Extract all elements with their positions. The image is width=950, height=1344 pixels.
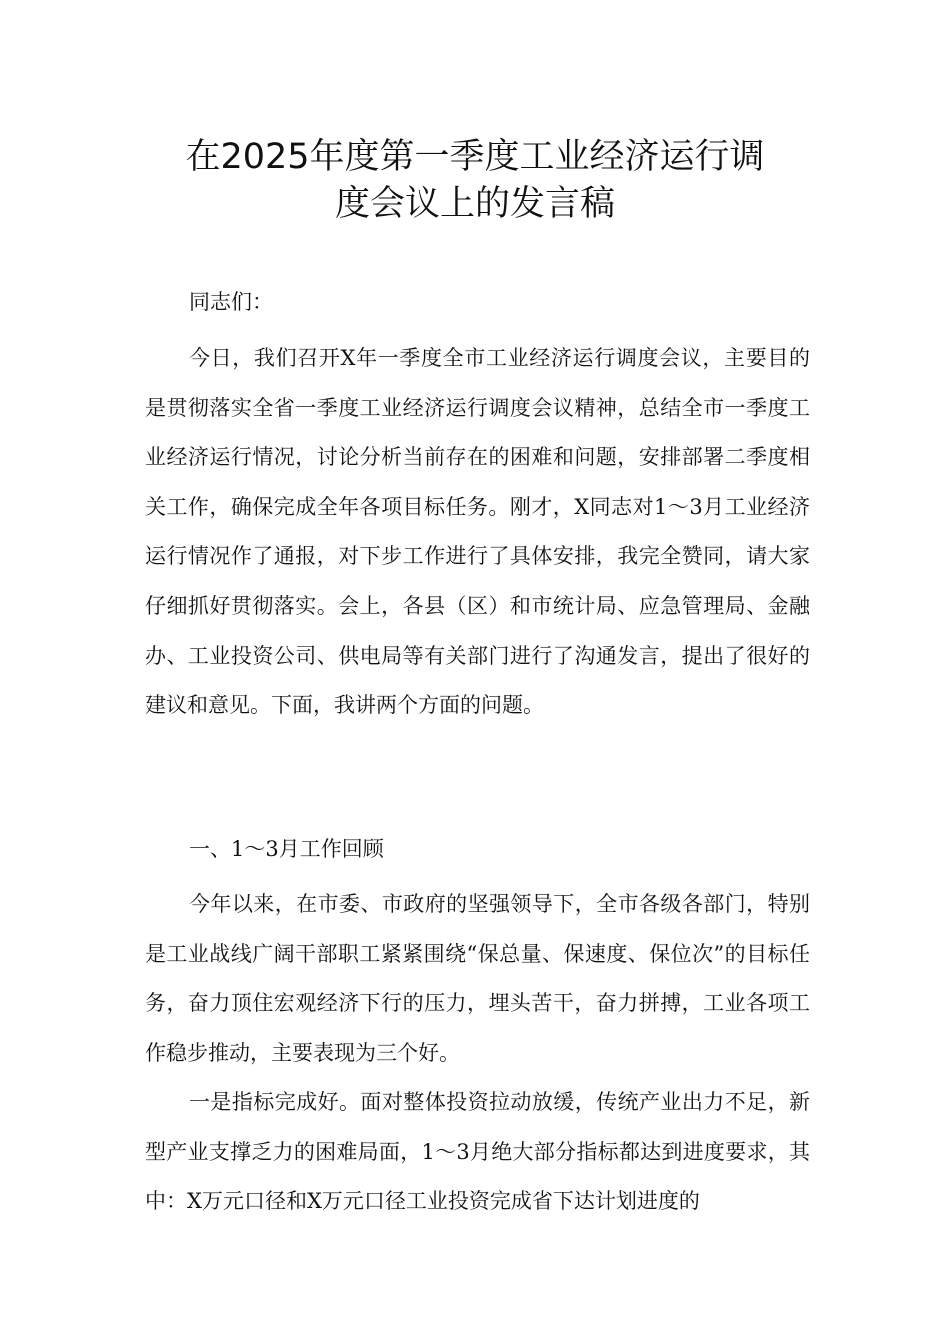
paragraph-indicators: 一是指标完成好。面对整体投资拉动放缓，传统产业出力不足，新型产业支撑乏力的困难局面，1～3月绝大部分指标都达到进度要求，其中：X万元口径和X万元口径工业投资完成省下达计划进度的 [145, 1090, 810, 1214]
paragraph-review-summary: 今年以来，在市委、市政府的坚强领导下，全市各级各部门，特别是工业战线广阔干部职工紧紧围绕“保总量、保速度、保位次”的目标任务，奋力顶住宏观经济下行的压力，埋头苦干，奋力拼搏，工业各项工作稳步推动，主要表现为三个好。 [145, 892, 810, 1065]
salutation: 同志们： [189, 290, 273, 314]
section-heading-review: 一、1～3月工作回顾 [189, 837, 384, 861]
document-title-line-2: 度会议上的发言稿 [334, 184, 615, 224]
document-title-line-1: 在2025年度第一季度工业经济运行调 [185, 137, 765, 177]
paragraph-opening: 今日，我们召开X年一季度全市工业经济运行调度会议，主要目的是贯彻落实全省一季度工业经济运行调度会议精神，总结全市一季度工业经济运行情况，讨论分析当前存在的困难和问题，安排部署二季度相关工作，确保完成全年各项目标任务。刚才，X同志对1～3月工业经济运行情况作了通报，对下步工作进行了具体安排，我完全赞同，请大家仔细抓好贯彻落实。会上，各县（区）和市统计局、应急管理局、金融办、工业投资公司、供电局等有关部门进行了沟通发言，提出了很好的建议和意见。下面，我讲两个方面的问题。 [145, 346, 810, 718]
